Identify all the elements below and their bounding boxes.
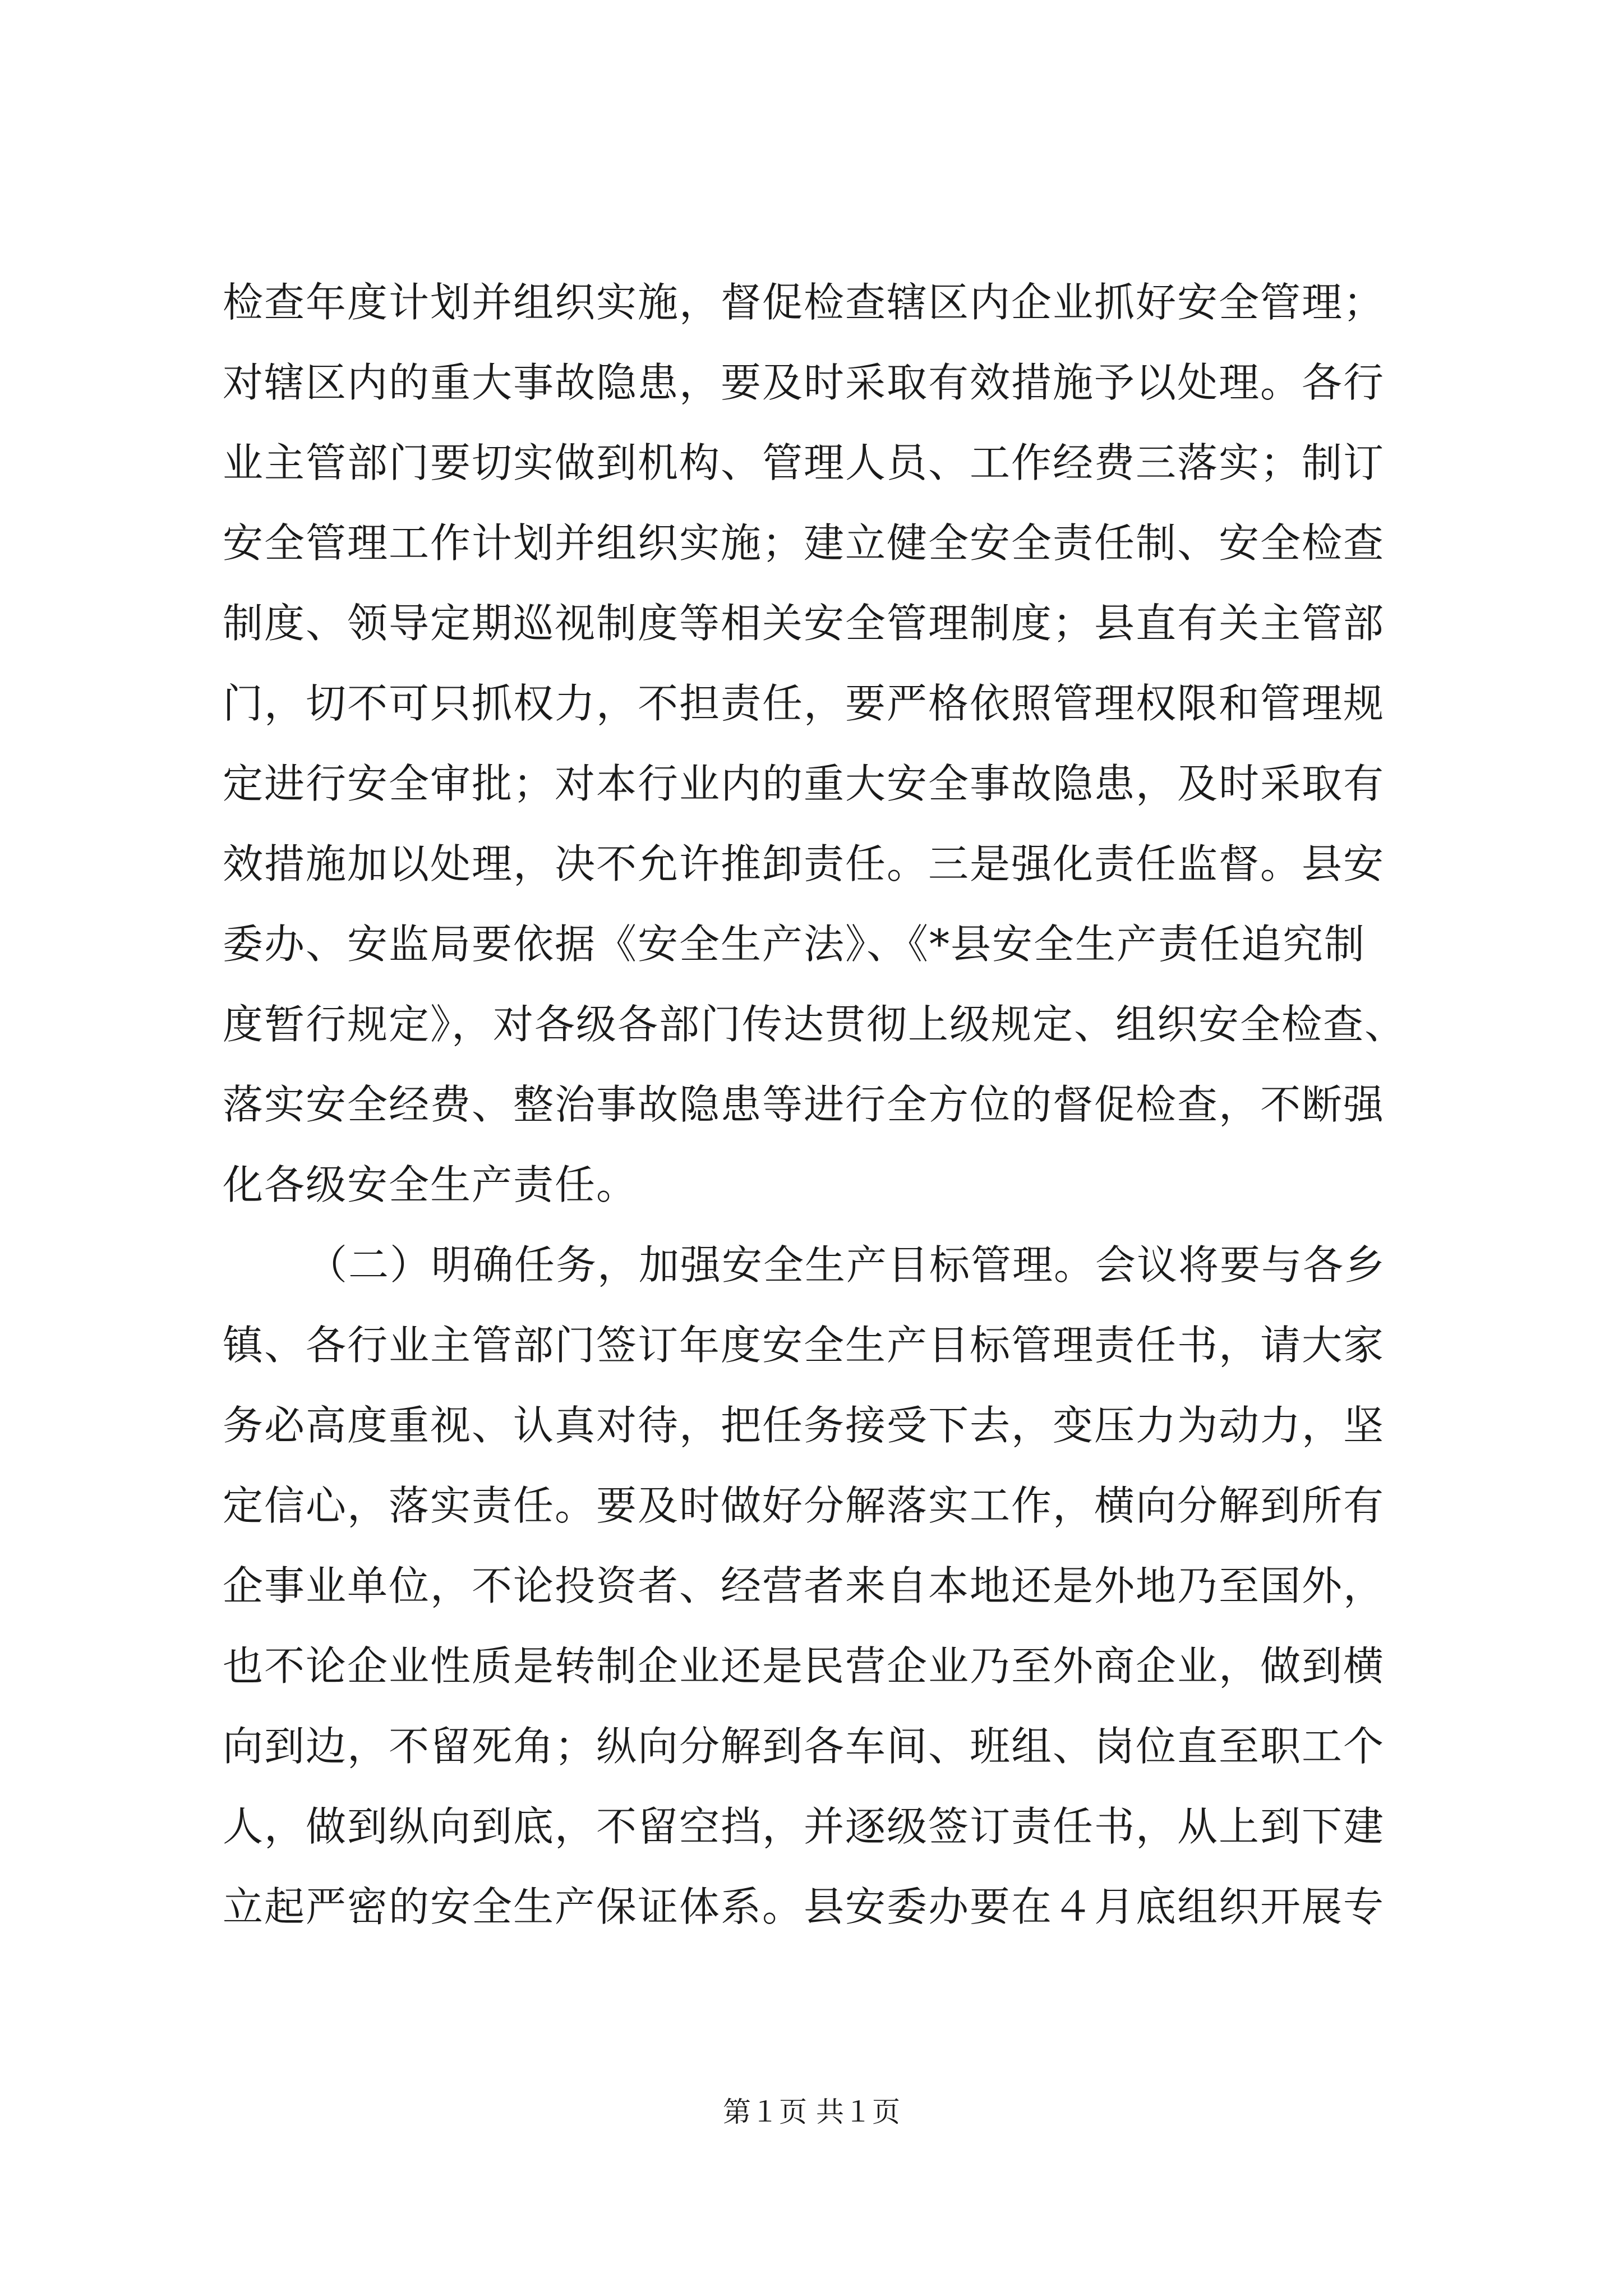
text-line: 定进行安全审批；对本行业内的重大安全事故隐患，及时采取有 xyxy=(223,760,1385,807)
text-line: 也不论企业性质是转制企业还是民营企业乃至外商企业，做到横 xyxy=(223,1642,1385,1690)
text-line: 业主管部门要切实做到机构、管理人员、工作经费三落实；制订 xyxy=(223,439,1385,486)
page-footer xyxy=(0,2092,1623,2132)
text-line: 立起严密的安全生产保证体系。县安委办要在４月底组织开展专 xyxy=(223,1883,1385,1930)
text-line: 检查年度计划并组织实施，督促检查辖区内企业抓好安全管理； xyxy=(223,279,1385,326)
text-line: 制度、领导定期巡视制度等相关安全管理制度；县直有关主管部 xyxy=(223,600,1385,647)
text-line: 委办、安监局要依据《安全生产法》、《*县安全生产责任追究制 xyxy=(223,921,1366,968)
text-line: 镇、各行业主管部门签订年度安全生产目标管理责任书，请大家 xyxy=(223,1322,1385,1369)
text-line: 人，做到纵向到底，不留空挡，并逐级签订责任书，从上到下建 xyxy=(223,1803,1385,1850)
text-line: 落实安全经费、整治事故隐患等进行全方位的督促检查，不断强 xyxy=(223,1081,1385,1128)
text-line: 门，切不可只抓权力，不担责任，要严格依照管理权限和管理规 xyxy=(223,680,1385,727)
text-line: 定信心，落实责任。要及时做好分解落实工作，横向分解到所有 xyxy=(223,1482,1385,1529)
text-line: 效措施加以处理，决不允许推卸责任。三是强化责任监督。县安 xyxy=(223,840,1385,887)
text-line: 度暂行规定》，对各级各部门传达贯彻上级规定、组织安全检查、 xyxy=(223,1001,1407,1048)
text-line: 对辖区内的重大事故隐患，要及时采取有效措施予以处理。各行 xyxy=(223,359,1385,406)
body-text xyxy=(223,263,1412,1947)
page-number-label: 第１页 共１页 xyxy=(723,2096,900,2128)
text-line: 向到边，不留死角；纵向分解到各车间、班组、岗位直至职工个 xyxy=(223,1723,1385,1770)
text-line: 务必高度重视、认真对待，把任务接受下去，变压力为动力，坚 xyxy=(223,1402,1385,1449)
text-line: 安全管理工作计划并组织实施；建立健全安全责任制、安全检查 xyxy=(223,519,1385,567)
text-line: 企事业单位，不论投资者、经营者来自本地还是外地乃至国外， xyxy=(223,1562,1385,1609)
text-line: 化各级安全生产责任。 xyxy=(223,1161,638,1208)
section-heading-line: （二）明确任务，加强安全生产目标管理。会议将要与各乡 xyxy=(307,1241,1386,1289)
